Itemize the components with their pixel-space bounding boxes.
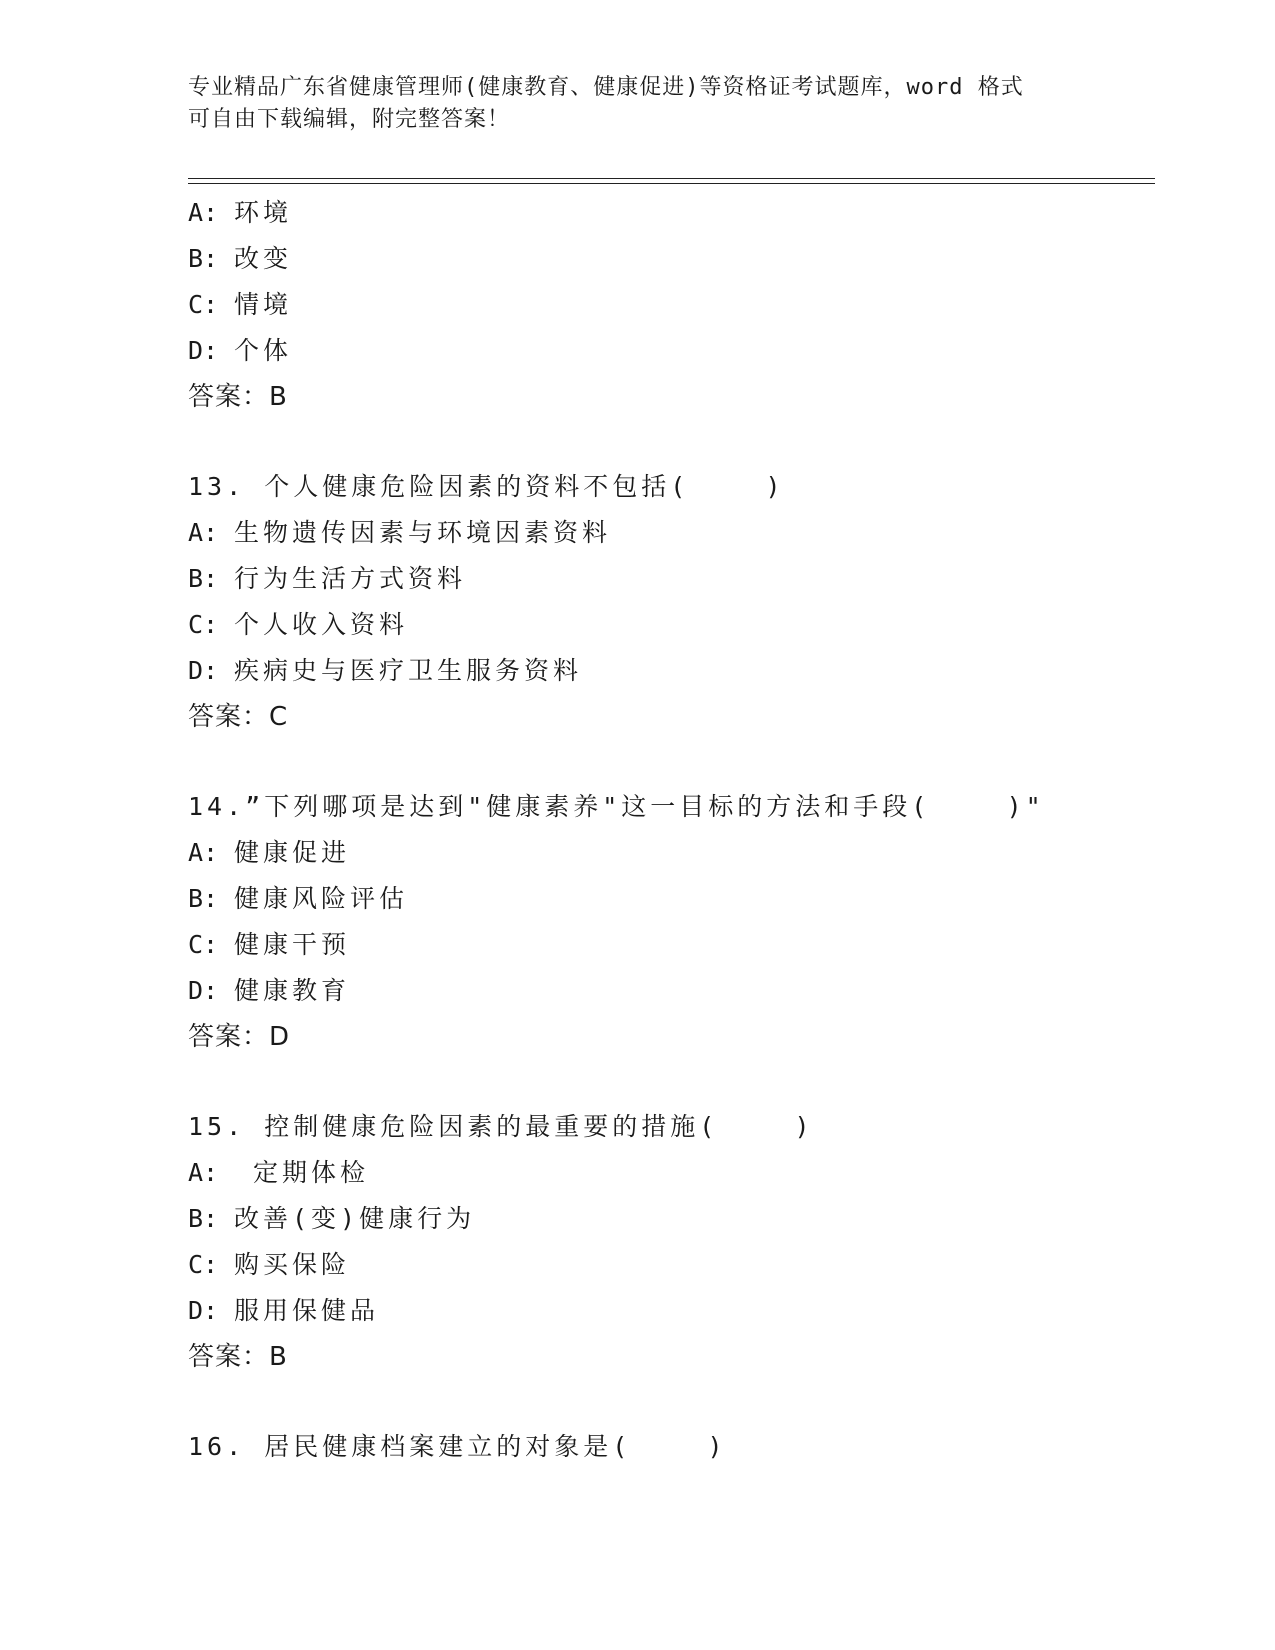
question-fragment-12 [188, 190, 1148, 420]
option-c: C: 健康干预 [188, 930, 351, 959]
option-b: B: 健康风险评估 [188, 884, 409, 913]
option-b: B: 改变 [188, 244, 293, 273]
question-stem: 16. 居民健康档案建立的对象是( ) [188, 1432, 727, 1461]
option-b: B: 改善(变)健康行为 [188, 1204, 476, 1233]
header-line-1: 专业精品广东省健康管理师(健康教育、健康促进)等资格证考试题库，word 格式 [188, 75, 1024, 100]
answer-line: 答案：C [188, 702, 289, 732]
question-16 [188, 1424, 1148, 1470]
option-c: C: 情境 [188, 290, 293, 319]
answer-line: 答案：B [188, 1342, 288, 1372]
option-a: A: 健康促进 [188, 838, 351, 867]
option-c: C: 购买保险 [188, 1250, 351, 1279]
option-d: D: 健康教育 [188, 976, 351, 1005]
question-stem: 13. 个人健康危险因素的资料不包括( ) [188, 472, 785, 501]
option-b: B: 行为生活方式资料 [188, 564, 467, 593]
answer-line: 答案：B [188, 382, 288, 412]
document-header [188, 72, 1088, 136]
question-stem: 14.”下列哪项是达到"健康素养"这一目标的方法和手段( )" [188, 792, 1045, 821]
option-a: A: 生物遗传因素与环境因素资料 [188, 518, 612, 547]
question-14 [188, 784, 1148, 1060]
option-a: A: 定期体检 [188, 1158, 370, 1187]
answer-line: 答案：D [188, 1022, 291, 1052]
question-13 [188, 464, 1148, 740]
header-line-2: 可自由下载编辑，附完整答案！ [188, 107, 511, 132]
question-stem: 15. 控制健康危险因素的最重要的措施( ) [188, 1112, 814, 1141]
question-list [188, 190, 1148, 1470]
option-d: D: 个体 [188, 336, 293, 365]
option-d: D: 疾病史与医疗卫生服务资料 [188, 656, 583, 685]
header-divider-bottom [188, 183, 1155, 184]
option-c: C: 个人收入资料 [188, 610, 409, 639]
option-a: A: 环境 [188, 198, 293, 227]
option-d: D: 服用保健品 [188, 1296, 380, 1325]
header-divider-top [188, 178, 1155, 179]
question-15 [188, 1104, 1148, 1380]
